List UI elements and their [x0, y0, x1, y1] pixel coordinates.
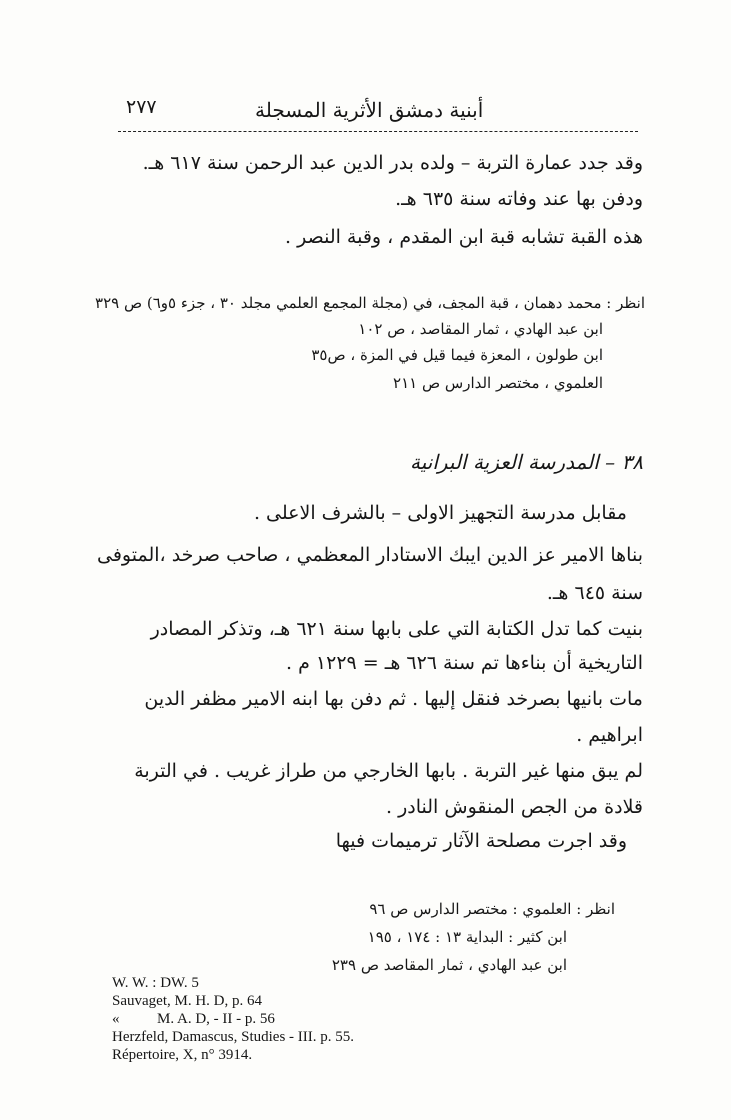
body-paragraph: التاريخية أن بناءها تم سنة ٦٢٦ هـ = ١٢٢٩ م . — [286, 652, 643, 674]
reference-line: انظر : العلموي : مختصر الدارس ص ٩٦ — [369, 900, 615, 918]
body-paragraph: مقابل مدرسة التجهيز الاولى – بالشرف الاعلى . — [253, 502, 627, 524]
latin-reference-line: W. W. : DW. 5 — [112, 975, 199, 991]
latin-reference-line: Sauvaget, M. H. D, p. 64 — [112, 993, 262, 1009]
reference-line: ابن عبد الهادي ، ثمار المقاصد ، ص ١٠٢ — [358, 320, 603, 338]
latin-reference-line: « M. A. D, - II - p. 56 — [112, 1011, 275, 1027]
body-paragraph: قلادة من الجص المنقوش النادر . — [386, 796, 643, 818]
body-paragraph: وقد جدد عمارة التربة – ولده بدر الدين عبد الرحمن سنة ٦١٧ هـ. — [142, 152, 643, 174]
body-paragraph: سنة ٦٤٥ هـ. — [546, 582, 643, 604]
reference-line: ابن طولون ، المعزة فيما قيل في المزة ، ص٣٥ — [311, 346, 603, 364]
reference-line: انظر : محمد دهمان ، قبة المجف، في (مجلة المجمع العلمي مجلد ٣٠ ، جزء ٥و٦) ص ٣٢٩ — [95, 294, 645, 312]
header-divider — [118, 131, 638, 132]
reference-line: ابن عبد الهادي ، ثمار المقاصد ص ٢٣٩ — [331, 956, 567, 974]
body-paragraph: ابراهيم . — [576, 724, 643, 746]
running-title: أبنية دمشق الأثرية المسجلة — [255, 98, 484, 122]
body-paragraph: ودفن بها عند وفاته سنة ٦٣٥ هـ. — [395, 188, 643, 210]
body-paragraph: مات بانيها بصرخد فنقل إليها . ثم دفن بها ابنه الامير مظفر الدين — [144, 688, 643, 710]
page-number: ٢٧٧ — [126, 97, 157, 118]
body-paragraph: هذه القبة تشابه قبة ابن المقدم ، وقبة النصر . — [285, 226, 643, 248]
reference-line: العلموي ، مختصر الدارس ص ٢١١ — [393, 374, 603, 392]
latin-reference-line: Herzfeld, Damascus, Studies - III. p. 55. — [112, 1029, 355, 1045]
section-heading: ٣٨ – المدرسة العزية البرانية — [410, 450, 643, 474]
latin-reference-line: Répertoire, X, n° 3914. — [112, 1047, 253, 1063]
body-paragraph: بناها الامير عز الدين ايبك الاستادار المعظمي ، صاحب صرخد ،المتوفى — [97, 544, 643, 566]
body-paragraph: لم يبق منها غير التربة . بابها الخارجي من طراز غريب . في التربة — [134, 760, 643, 782]
body-paragraph: بنيت كما تدل الكتابة التي على بابها سنة ٦٢١ هـ، وتذكر المصادر — [150, 618, 643, 640]
reference-line: ابن كثير : البداية ١٣ : ١٧٤ ، ١٩٥ — [367, 928, 567, 946]
body-paragraph: وقد اجرت مصلحة الآثار ترميمات فيها — [335, 830, 627, 852]
